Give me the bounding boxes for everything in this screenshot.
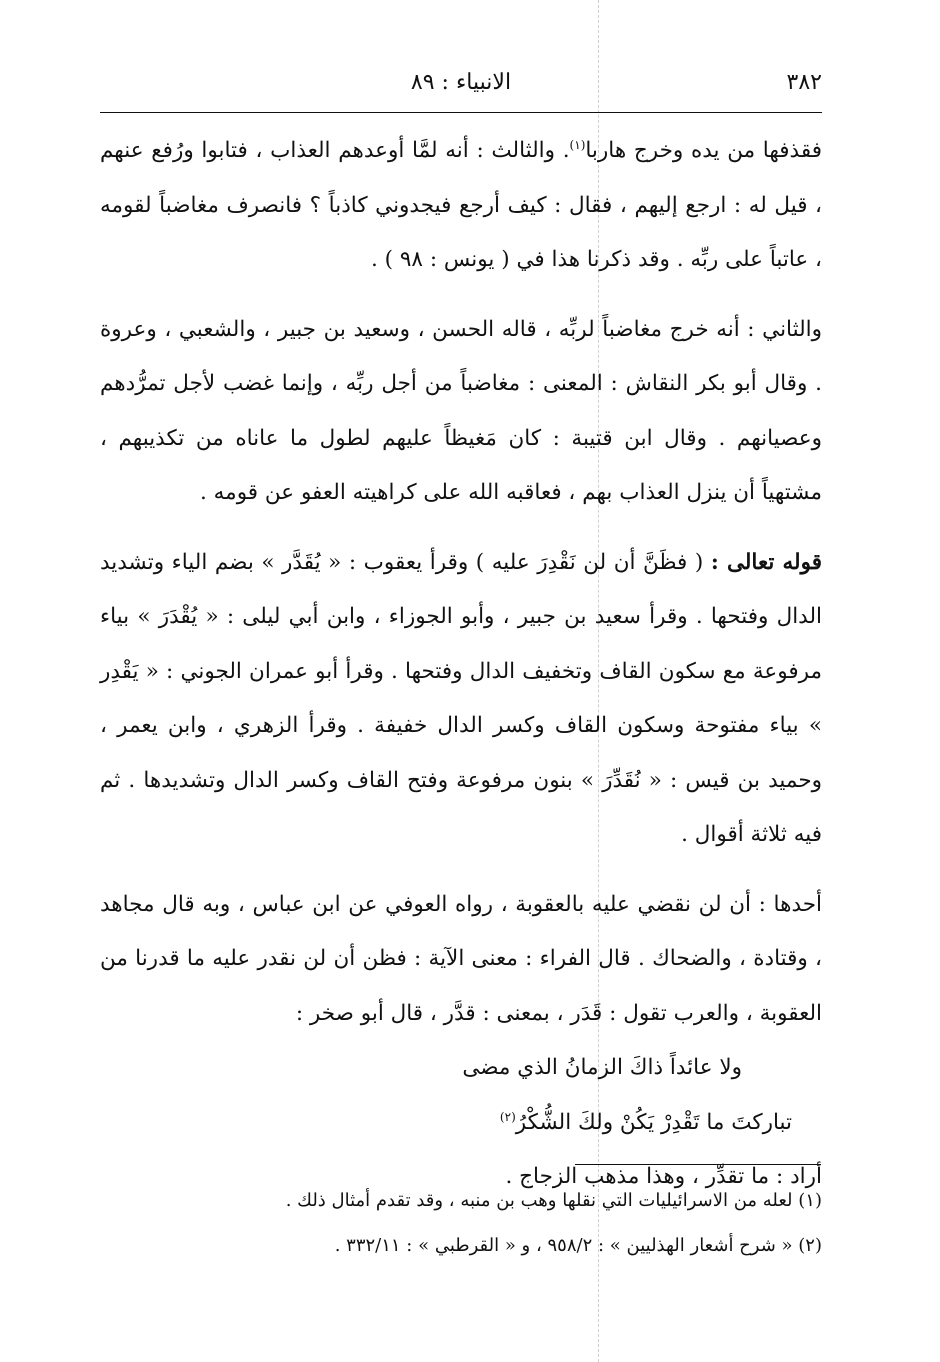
page-number: ٣٨٢ <box>786 70 822 95</box>
paragraph-third-opinion <box>100 124 822 288</box>
poem-line-1: ولا عائداً ذاكَ الزمانُ الذي مضى <box>462 1055 742 1080</box>
footnote-2: (٢) « شرح أشعار الهذليين » : ٩٥٨/٢ ، و « القرطبي » : ٣٣٢/١١ . <box>334 1235 822 1256</box>
paragraph-text: ( فظَنَّ أن لن نَقْدِرَ عليه ) وقرأ يعقوب : « يُقَدَّر » بضم الياء وتشديد الدال وفتحها . وقرأ سعيد بن جبير ، وأبو الجوزاء ، وابن أبي ليلى : « يُقْدَرَ » بياء مرفوعة مع سكون القاف وتخفيف الدال وفتحها . وقرأ أبو عمران الجوني : « يَقْدِر » بياء مفتوحة وسكون القاف وكسر الدال خفيفة . وقرأ الزهري ، وابن يعمر ، وحميد بن قيس : « نُقَدِّرَ » بنون مرفوعة وفتح القاف وكسر الدال وتشديدها . ثم فيه ثلاثة أقوال . <box>100 549 822 847</box>
paragraph-closing: أراد : ما تقدِّر ، وهذا مذهب الزجاج . <box>505 1164 822 1189</box>
footnote-ref-1: (١) <box>569 137 586 152</box>
footnote-rule <box>575 1164 821 1165</box>
poem-text: تباركتَ ما تَقْدِرْ يَكُنْ ولكَ الشُّكْرُ <box>515 1109 792 1135</box>
paragraph-second-opinion: والثاني : أنه خرج مغاضباً لربِّه ، قاله الحسن ، وسعيد بن جبير ، والشعبي ، وعروة . وقال أبو بكر النقاش : المعنى : مغاضباً من أجل ربِّه ، وإنما غضب لأجل تمرُّدهم وعصيانهم . وقال ابن قتيبة : كان مَغيظاً عليهم لطول ما عاناه من تكذيبهم ، مشتهياً أن ينزل العذاب بهم ، فعاقبه الله على كراهيته العفو عن قومه . <box>100 316 822 505</box>
page-header <box>100 66 822 106</box>
main-text <box>100 124 822 1205</box>
poem-line-2 <box>100 1096 822 1151</box>
paragraph-text: . والثالث : أنه لمَّا أوعدهم العذاب ، فتابوا ورُفع عنهم ، قيل له : ارجع إليهم ، فقال : كيف أرجع فيجدوني كاذباً ؟ فانصرف مغاضباً لقومه ، عاتباً على ربِّه . وقد ذكرنا هذا في ( يونس : ٩٨ ) . <box>100 138 822 272</box>
paragraph-first-meaning: أحدها : أن لن نقضي عليه بالعقوبة ، رواه العوفي عن ابن عباس ، وبه قال مجاهد ، وقتادة ، والضحاك . قال الفراء : معنى الآية : فظن أن لن نقدر عليه ما قدرنا من العقوبة ، والعرب تقول : قَدَر ، بمعنى : قدَّر ، قال أبو صخر : <box>100 891 822 1026</box>
paragraph-text: فقذفها من يده وخرج هاربا <box>585 138 822 163</box>
header-rule <box>100 112 822 113</box>
footnotes <box>100 1178 822 1268</box>
paragraph-verse-commentary <box>100 536 822 863</box>
paragraph-lead: قوله تعالى : <box>710 549 822 575</box>
running-title: الانبياء : ٨٩ <box>410 70 512 95</box>
footnote-ref-2: (٢) <box>499 1109 516 1124</box>
footnote-1: (١) لعله من الاسرائيليات التي نقلها وهب بن منبه ، وقد تقدم أمثال ذلك . <box>285 1190 822 1211</box>
